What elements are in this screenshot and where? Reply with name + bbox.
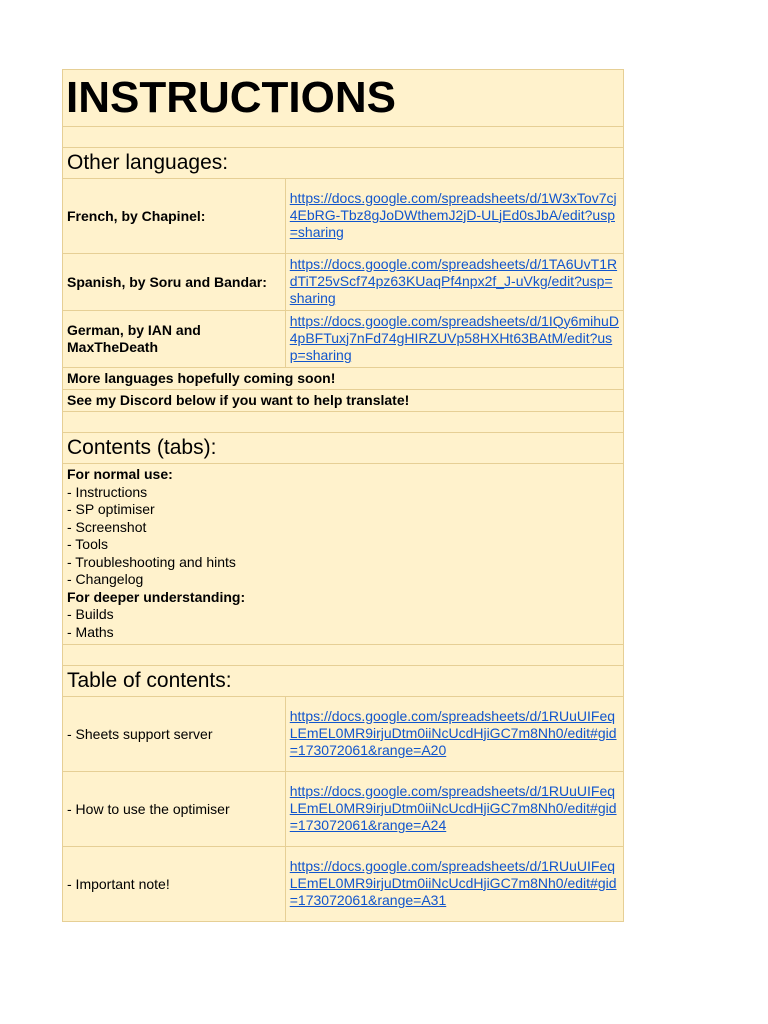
toc-label: - Sheets support server — [63, 697, 286, 772]
list-item: - Instructions — [67, 483, 148, 500]
toc-row — [63, 847, 624, 922]
page-title: INSTRUCTIONS — [63, 70, 624, 127]
list-item: - Builds — [67, 606, 114, 622]
toc-link[interactable]: https://docs.google.com/spreadsheets/d/1RUuUIFeqLEmEL0MR9irjuDtm0iiNcUcdHjiGC7m8Nh0/edit#gid=173072061&range=A20 — [289, 707, 617, 759]
list-item: - SP optimiser — [67, 501, 155, 517]
language-row-spanish — [63, 254, 624, 311]
language-label: Spanish, by Soru and Bandar: — [63, 254, 286, 311]
list-item: - Maths — [67, 623, 114, 640]
list-item: - Changelog — [67, 571, 144, 587]
list-item: - Tools — [67, 536, 108, 552]
toc-row — [63, 697, 624, 772]
list-item: - Screenshot — [67, 518, 147, 535]
contents-heading: Contents (tabs): — [63, 433, 624, 464]
contents-list — [63, 464, 624, 645]
german-sheet-link[interactable]: https://docs.google.com/spreadsheets/d/1IQy6mihuD4pBFTuxj7nFd74gHIRZUVp58HXHt63BAtM/edit?usp=sharing — [289, 312, 619, 364]
normal-use-label: For normal use: — [67, 466, 173, 482]
language-row-french — [63, 179, 624, 254]
translate-help-note: See my Discord below if you want to help translate! — [63, 390, 624, 412]
toc-link[interactable]: https://docs.google.com/spreadsheets/d/1RUuUIFeqLEmEL0MR9irjuDtm0iiNcUcdHjiGC7m8Nh0/edit#gid=173072061&range=A31 — [289, 857, 617, 909]
toc-row — [63, 772, 624, 847]
list-item: - Troubleshooting and hints — [67, 553, 236, 570]
table-of-contents-heading: Table of contents: — [63, 666, 624, 697]
instructions-sheet — [62, 69, 624, 922]
empty-row — [63, 412, 624, 433]
empty-row — [63, 127, 624, 148]
toc-link[interactable]: https://docs.google.com/spreadsheets/d/1RUuUIFeqLEmEL0MR9irjuDtm0iiNcUcdHjiGC7m8Nh0/edit#gid=173072061&range=A24 — [289, 782, 617, 834]
french-sheet-link[interactable]: https://docs.google.com/spreadsheets/d/1W3xTov7cj4EbRG-Tbz8gJoDWthemJ2jD-ULjEd0sJbA/edit?usp=sharing — [289, 189, 617, 241]
more-languages-note: More languages hopefully coming soon! — [63, 368, 624, 390]
other-languages-heading: Other languages: — [63, 148, 624, 179]
empty-row — [63, 645, 624, 666]
deeper-understanding-label: For deeper understanding: — [67, 588, 246, 605]
toc-label: - How to use the optimiser — [63, 772, 286, 847]
language-label: German, by IAN and MaxTheDeath — [63, 311, 286, 368]
toc-label: - Important note! — [63, 847, 286, 922]
language-row-german — [63, 311, 624, 368]
spanish-sheet-link[interactable]: https://docs.google.com/spreadsheets/d/1TA6UvT1RdTiT25vScf74pz63KUaqPf4npx2f_J-uVkg/edit?usp=sharing — [289, 255, 618, 307]
language-label: French, by Chapinel: — [63, 179, 286, 254]
